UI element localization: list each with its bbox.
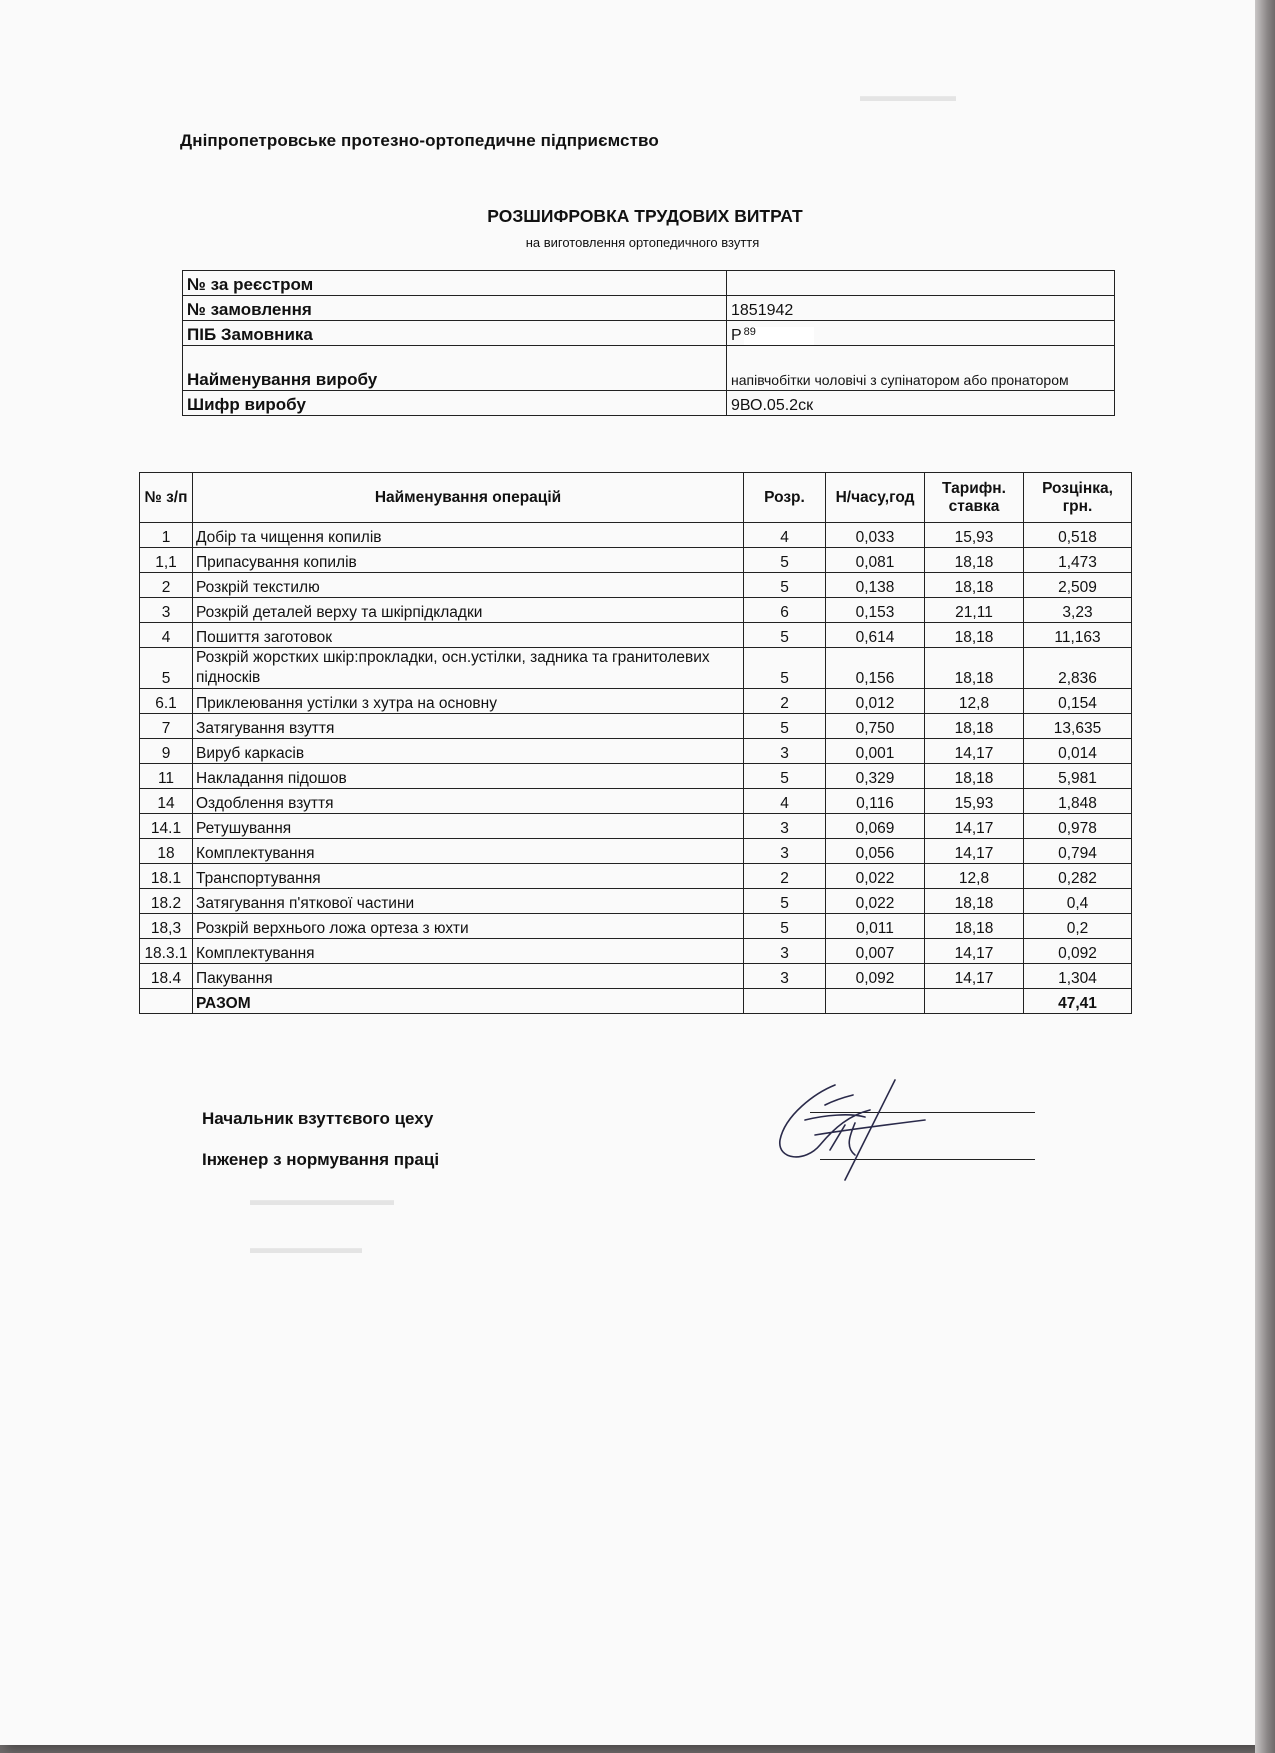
bleed-through-mark: ▬▬▬▬▬▬	[860, 88, 956, 105]
operation-tariff: 14,17	[925, 939, 1024, 964]
code-value: 9ВО.05.2ск	[727, 391, 1115, 416]
operation-tariff: 14,17	[925, 814, 1024, 839]
operation-rank: 5	[744, 714, 826, 739]
operation-norm: 0,056	[826, 839, 925, 864]
operation-price: 2,836	[1024, 648, 1132, 689]
operation-rank: 3	[744, 814, 826, 839]
operation-norm: 0,001	[826, 739, 925, 764]
operation-price: 11,163	[1024, 623, 1132, 648]
operation-price: 1,473	[1024, 548, 1132, 573]
operation-price: 1,304	[1024, 964, 1132, 989]
row-num: 9	[140, 739, 193, 764]
operation-price: 0,154	[1024, 689, 1132, 714]
total-rank-cell	[744, 989, 826, 1014]
table-row	[140, 548, 1132, 573]
operations-body	[140, 523, 1132, 989]
table-row	[140, 648, 1132, 689]
row-num: 18.3.1	[140, 939, 193, 964]
col-num-header: № з/п	[140, 473, 193, 523]
product-label: Найменування виробу	[183, 346, 727, 391]
operation-price: 0,518	[1024, 523, 1132, 548]
operation-name: Затягування п'яткової частини	[193, 889, 744, 914]
operation-norm: 0,022	[826, 864, 925, 889]
operation-rank: 5	[744, 623, 826, 648]
operation-tariff: 12,8	[925, 689, 1024, 714]
operation-tariff: 14,17	[925, 839, 1024, 864]
row-num: 7	[140, 714, 193, 739]
operation-norm: 0,138	[826, 573, 925, 598]
row-num: 6.1	[140, 689, 193, 714]
operation-norm: 0,011	[826, 914, 925, 939]
total-price: 47,41	[1024, 989, 1132, 1014]
table-row	[140, 739, 1132, 764]
handwritten-signature	[775, 1075, 945, 1185]
operation-rank: 3	[744, 964, 826, 989]
signature-head-label: Начальник взуттєвого цеху	[202, 1109, 434, 1128]
row-num: 18,3	[140, 914, 193, 939]
operation-name: Приклеювання устілки з хутра на основну	[193, 689, 744, 714]
product-value: напівчобітки чоловічі з супінатором або пронатором	[727, 346, 1115, 391]
operation-price: 0,794	[1024, 839, 1132, 864]
total-num-cell	[140, 989, 193, 1014]
operation-norm: 0,156	[826, 648, 925, 689]
operation-rank: 3	[744, 939, 826, 964]
table-row	[140, 964, 1132, 989]
operation-price: 0,092	[1024, 939, 1132, 964]
operation-tariff: 14,17	[925, 964, 1024, 989]
customer-value	[727, 321, 1115, 346]
operation-tariff: 12,8	[925, 864, 1024, 889]
row-num: 4	[140, 623, 193, 648]
operation-price: 13,635	[1024, 714, 1132, 739]
order-value: 1851942	[727, 296, 1115, 321]
registry-value	[727, 271, 1115, 296]
operation-rank: 5	[744, 914, 826, 939]
total-label: РАЗОМ	[193, 989, 744, 1014]
table-row	[140, 914, 1132, 939]
operation-price: 2,509	[1024, 573, 1132, 598]
operation-name: Транспортування	[193, 864, 744, 889]
operation-tariff: 21,11	[925, 598, 1024, 623]
operation-rank: 6	[744, 598, 826, 623]
operation-tariff: 18,18	[925, 914, 1024, 939]
table-row	[140, 714, 1132, 739]
col-rank-header: Розр.	[744, 473, 826, 523]
table-row	[140, 864, 1132, 889]
row-num: 14.1	[140, 814, 193, 839]
info-table	[182, 270, 1115, 416]
operation-tariff: 18,18	[925, 548, 1024, 573]
row-num: 18.4	[140, 964, 193, 989]
registry-label: № за реєстром	[183, 271, 727, 296]
table-row	[140, 889, 1132, 914]
operation-name: Добір та чищення копилів	[193, 523, 744, 548]
operation-tariff: 18,18	[925, 648, 1024, 689]
operation-tariff: 15,93	[925, 789, 1024, 814]
row-num: 5	[140, 648, 193, 689]
operation-norm: 0,092	[826, 964, 925, 989]
operation-rank: 3	[744, 839, 826, 864]
row-num: 1,1	[140, 548, 193, 573]
operation-rank: 5	[744, 764, 826, 789]
operation-tariff: 18,18	[925, 764, 1024, 789]
operation-rank: 5	[744, 648, 826, 689]
scanner-edge	[1255, 0, 1275, 1753]
row-num: 11	[140, 764, 193, 789]
document-subtitle: на виготовлення ортопедичного взуття	[525, 235, 760, 250]
operation-name: Оздоблення взуття	[193, 789, 744, 814]
operation-rank: 3	[744, 739, 826, 764]
document-title: РОЗШИФРОВКА ТРУДОВИХ ВИТРАТ	[487, 206, 803, 226]
row-num: 3	[140, 598, 193, 623]
table-row	[140, 939, 1132, 964]
total-row	[140, 989, 1132, 1014]
redaction-box	[744, 327, 814, 345]
operation-norm: 0,033	[826, 523, 925, 548]
operation-price: 3,23	[1024, 598, 1132, 623]
table-row	[140, 839, 1132, 864]
operation-tariff: 14,17	[925, 739, 1024, 764]
col-name-header: Найменування операцій	[193, 473, 744, 523]
operation-price: 0,4	[1024, 889, 1132, 914]
operation-norm: 0,750	[826, 714, 925, 739]
operation-norm: 0,069	[826, 814, 925, 839]
table-row	[140, 764, 1132, 789]
operation-tariff: 15,93	[925, 523, 1024, 548]
operation-price: 0,014	[1024, 739, 1132, 764]
operation-price: 1,848	[1024, 789, 1132, 814]
operation-name: Пакування	[193, 964, 744, 989]
operation-name: Комплектування	[193, 839, 744, 864]
operations-table	[139, 472, 1132, 1014]
table-row	[140, 689, 1132, 714]
operation-name: Припасування копилів	[193, 548, 744, 573]
operation-norm: 0,081	[826, 548, 925, 573]
operation-name: Пошиття заготовок	[193, 623, 744, 648]
operation-price: 0,2	[1024, 914, 1132, 939]
operation-name: Розкрій верхнього ложа ортеза з юхти	[193, 914, 744, 939]
operation-rank: 4	[744, 789, 826, 814]
operation-tariff: 18,18	[925, 714, 1024, 739]
operation-name: Вируб каркасів	[193, 739, 744, 764]
operation-price: 5,981	[1024, 764, 1132, 789]
order-label: № замовлення	[183, 296, 727, 321]
operation-norm: 0,614	[826, 623, 925, 648]
operation-name: Затягування взуття	[193, 714, 744, 739]
customer-note: 89	[743, 325, 756, 338]
table-row	[140, 814, 1132, 839]
table-row	[140, 523, 1132, 548]
table-row	[140, 598, 1132, 623]
operation-norm: 0,329	[826, 764, 925, 789]
operation-price: 0,978	[1024, 814, 1132, 839]
operation-norm: 0,116	[826, 789, 925, 814]
operation-name: Розкрій деталей верху та шкірпідкладки	[193, 598, 744, 623]
operation-rank: 5	[744, 573, 826, 598]
row-num: 1	[140, 523, 193, 548]
operation-name: Накладання підошов	[193, 764, 744, 789]
customer-label: ПІБ Замовника	[183, 321, 727, 346]
total-tariff-cell	[925, 989, 1024, 1014]
col-norm-header: Н/часу,год	[826, 473, 925, 523]
operation-tariff: 18,18	[925, 623, 1024, 648]
table-row	[140, 623, 1132, 648]
row-num: 2	[140, 573, 193, 598]
table-row	[140, 573, 1132, 598]
operation-rank: 5	[744, 548, 826, 573]
signature-engineer-label: Інженер з нормування праці	[202, 1150, 440, 1169]
row-num: 18	[140, 839, 193, 864]
operation-rank: 5	[744, 889, 826, 914]
operation-norm: 0,022	[826, 889, 925, 914]
operation-name: Розкрій текстилю	[193, 573, 744, 598]
bleed-through-mark: ▬▬▬▬▬▬▬▬▬	[250, 1192, 394, 1209]
operation-norm: 0,007	[826, 939, 925, 964]
operation-norm: 0,012	[826, 689, 925, 714]
row-num: 14	[140, 789, 193, 814]
table-row	[140, 789, 1132, 814]
col-tariff-header: Тарифн. ставка	[925, 473, 1024, 523]
row-num: 18.2	[140, 889, 193, 914]
operation-rank: 4	[744, 523, 826, 548]
operation-name: Комплектування	[193, 939, 744, 964]
operation-rank: 2	[744, 864, 826, 889]
code-label: Шифр виробу	[183, 391, 727, 416]
operation-name: Розкрій жорстких шкір:прокладки, осн.устілки, задника та гранитолевих підноскiв	[193, 648, 744, 689]
operation-price: 0,282	[1024, 864, 1132, 889]
customer-initial: Р	[731, 327, 742, 344]
operation-rank: 2	[744, 689, 826, 714]
company-name: Дніпропетровське протезно-ортопедичне підприємство	[180, 131, 659, 150]
row-num: 18.1	[140, 864, 193, 889]
operation-tariff: 18,18	[925, 573, 1024, 598]
bleed-through-mark: ▬▬▬▬▬▬▬	[250, 1240, 362, 1257]
operation-name: Ретушування	[193, 814, 744, 839]
total-norm-cell	[826, 989, 925, 1014]
operation-tariff: 18,18	[925, 889, 1024, 914]
col-price-header: Розцінка, грн.	[1024, 473, 1132, 523]
operation-norm: 0,153	[826, 598, 925, 623]
